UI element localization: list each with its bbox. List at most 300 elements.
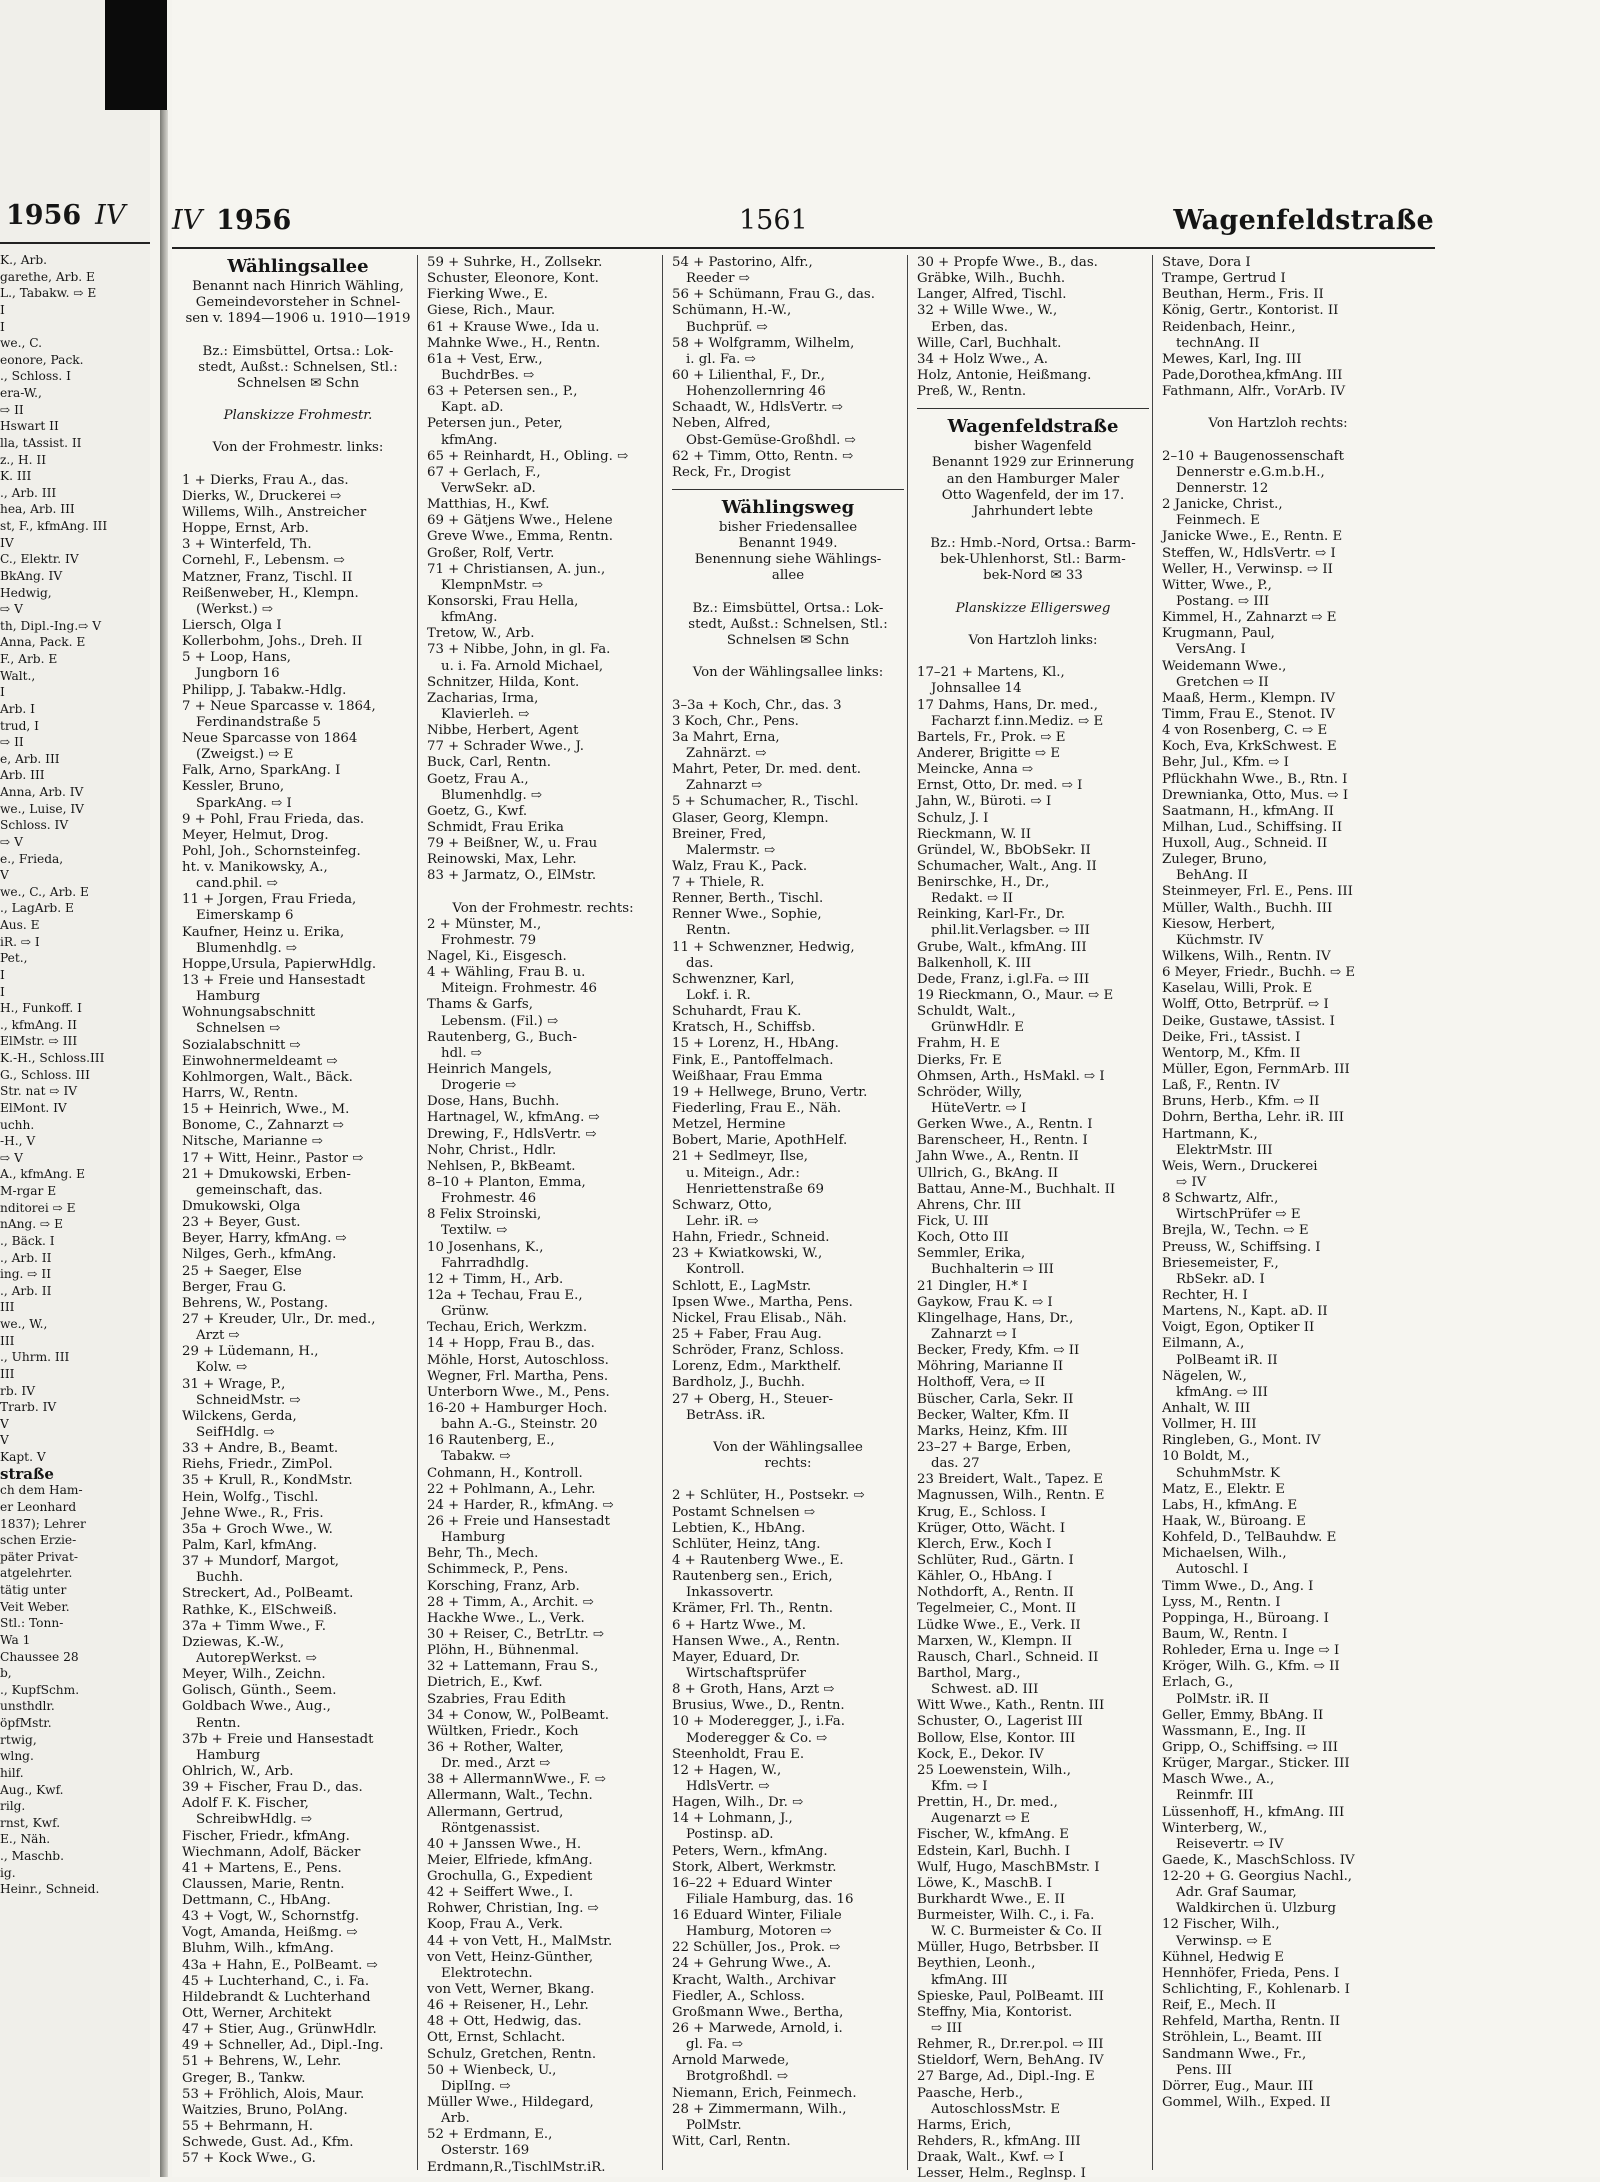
directory-entry: Hamburg: [441, 1530, 506, 1546]
directory-entry: Schuldt, Walt.,: [917, 1004, 1016, 1020]
street-note: rechts:: [764, 1456, 812, 1472]
street-note: Planskizze Frohmestr.: [223, 408, 373, 424]
directory-entry: Schwarz, Otto,: [672, 1197, 773, 1213]
directory-entry: Meier, Elfriede, kfmAng.: [427, 1852, 593, 1868]
section-rule: [917, 400, 1149, 409]
directory-entry: Palm, Karl, kfmAng.: [182, 1537, 318, 1553]
directory-entry: 16–22 + Eduard Winter: [672, 1875, 832, 1891]
directory-entry: Erlach, G.,: [1162, 1675, 1234, 1691]
directory-entry: Koop, Frau A., Verk.: [427, 1917, 564, 1933]
directory-entry: Lorenz, Edm., Markthelf.: [672, 1359, 842, 1375]
directory-entry: Hansen Wwe., A., Rentn.: [672, 1633, 841, 1649]
directory-entry: Redakt. ⇨ II: [931, 891, 1014, 907]
directory-entry: Szabries, Frau Edith: [427, 1691, 566, 1707]
directory-entry: Gaede, K., MaschSchloss. IV: [1162, 1852, 1355, 1868]
directory-entry: Weidemann Wwe.,: [1162, 658, 1287, 674]
street-note: Von der Wählingsallee: [713, 1439, 863, 1455]
column-divider: [1152, 255, 1153, 2170]
directory-entry: 15 + Lorenz, H., HbAng.: [672, 1036, 839, 1052]
directory-entry: Walz, Frau K., Pack.: [672, 858, 808, 874]
directory-entry: Rentn.: [686, 923, 731, 939]
directory-entry: Edstein, Karl, Buchh. I: [917, 1843, 1071, 1859]
directory-entry: Ringleben, G., Mont. IV: [1162, 1433, 1321, 1449]
previous-page-line: hilf.: [0, 1765, 24, 1780]
directory-entry: Fathmann, Alfr., VorArb. IV: [1162, 384, 1346, 400]
directory-entry: u. Miteign., Adr.:: [686, 1165, 800, 1181]
directory-entry: Mewes, Karl, Ing. III: [1162, 351, 1302, 367]
directory-entry: 34 + Holz Wwe., A.: [917, 351, 1049, 367]
directory-entry: 50 + Wienbeck, U.,: [427, 2062, 557, 2078]
directory-entry: Vollmer, H. III: [1162, 1417, 1257, 1433]
directory-entry: Labs, H., kfmAng. E: [1162, 1497, 1298, 1513]
directory-entry: 35 + Krull, R., KondMstr.: [182, 1473, 353, 1489]
previous-page-line: BkAng. IV: [0, 568, 63, 583]
directory-entry: Sozialabschnitt ⇨: [182, 1037, 301, 1053]
directory-entry: Dörrer, Eug., Maur. III: [1162, 2078, 1314, 2094]
previous-page-line: V: [0, 1433, 9, 1448]
directory-entry: 19 + Hellwege, Bruno, Vertr.: [672, 1084, 868, 1100]
directory-entry: Wassmann, E., Ing. II: [1162, 1723, 1306, 1739]
directory-entry: 3a Mahrt, Erna,: [672, 729, 780, 745]
directory-entry: Hagen, Wilh., Dr. ⇨: [672, 1795, 804, 1811]
directory-entry: Poppinga, H., Büroang. I: [1162, 1610, 1329, 1626]
directory-entry: Burkhardt Wwe., E. II: [917, 1891, 1065, 1907]
directory-entry: 42 + Seiffert Wwe., I.: [427, 1885, 574, 1901]
street-note: Schnelsen ✉ Schn: [236, 375, 360, 391]
directory-entry: Laß, F., Rentn. IV: [1162, 1078, 1280, 1094]
street-note: Gemeindevorsteher in Schnel-: [195, 295, 401, 311]
directory-entry: 9 + Pohl, Frau Frieda, das.: [182, 811, 365, 827]
directory-entry: Unterborn Wwe., M., Pens.: [427, 1384, 610, 1400]
directory-entry: Filiale Hamburg, das. 16: [686, 1891, 854, 1907]
directory-entry: Harrs, W., Rentn.: [182, 1086, 299, 1102]
header-volume-year: [172, 205, 291, 236]
directory-entry: Witter, Wwe., P.,: [1162, 577, 1272, 593]
directory-entry: Steffny, Mia, Kontorist.: [917, 2004, 1073, 2020]
directory-entry: 22 Schüller, Jos., Prok. ⇨: [672, 1940, 841, 1956]
directory-entry: Maaß, Herm., Klempn. IV: [1162, 690, 1335, 706]
previous-page-line: tätig unter: [0, 1583, 67, 1597]
directory-entry: Tabakw. ⇨: [441, 1449, 511, 1465]
directory-entry: Koch, Otto III: [917, 1230, 1009, 1246]
previous-page-line: ing. ⇨ II: [0, 1267, 52, 1282]
directory-entry: Schnelsen ⇨: [196, 1021, 281, 1037]
previous-page-line: ⇨ V: [0, 834, 23, 849]
directory-entry: 12-20 + G. Georgius Nachl.,: [1162, 1869, 1353, 1885]
directory-entry: 77 + Schrader Wwe., J.: [427, 739, 585, 755]
blank-line: [672, 1424, 904, 1440]
directory-entry: Brejla, W., Techn. ⇨ E: [1162, 1223, 1309, 1239]
directory-entry: Kähler, O., HbAng. I: [917, 1569, 1053, 1585]
previous-page-line: Heinr., Schneid.: [0, 1882, 100, 1897]
directory-entry: Augenarzt ⇨ E: [931, 1811, 1031, 1827]
directory-entry: Langer, Alfred, Tischl.: [917, 287, 1067, 303]
directory-entry: Inkassovertr.: [686, 1585, 774, 1601]
directory-entry: Wegner, Frl. Martha, Pens.: [427, 1368, 609, 1384]
directory-entry: Hamburg: [196, 1747, 261, 1763]
street-title: Wagenfeldstraße: [1173, 205, 1434, 236]
directory-entry: 8–10 + Planton, Emma,: [427, 1175, 586, 1191]
directory-entry: DiplIng. ⇨: [441, 2078, 511, 2094]
previous-page-line: Pet.,: [0, 951, 28, 966]
directory-entry: Wulf, Hugo, MaschBMstr. I: [917, 1859, 1100, 1875]
directory-entry: Becker, Fredy, Kfm. ⇨ II: [917, 1343, 1080, 1359]
directory-entry: Golisch, Günth., Seem.: [182, 1683, 337, 1699]
previous-page-line: Kapt. V: [0, 1450, 46, 1464]
directory-entry: 83 + Jarmatz, O., ElMstr.: [427, 868, 597, 884]
directory-entry: 25 Loewenstein, Wilh.,: [917, 1762, 1071, 1778]
directory-entry: Riehs, Friedr., ZimPol.: [182, 1457, 333, 1473]
directory-entry: Pade,Dorothea,kfmAng. III: [1162, 367, 1343, 383]
directory-entry: Arzt ⇨: [196, 1328, 240, 1344]
directory-entry: 2 + Schlüter, H., Postsekr. ⇨: [672, 1488, 865, 1504]
directory-entry: 49 + Schneller, Ad., Dipl.-Ing.: [182, 2038, 384, 2054]
directory-entry: SparkAng. ⇨ I: [196, 795, 292, 811]
directory-entry: Wohnungsabschnitt: [182, 1005, 316, 1021]
directory-entry: Greve Wwe., Emma, Rentn.: [427, 529, 613, 545]
previous-page-line: straße: [0, 1464, 54, 1483]
directory-entry: Hackhe Wwe., L., Verk.: [427, 1610, 585, 1626]
directory-entry: Schwede, Gust. Ad., Kfm.: [182, 2135, 354, 2151]
directory-entry: Behr, Jul., Kfm. ⇨ I: [1162, 755, 1289, 771]
directory-entry: 54 + Pastorino, Alfr.,: [672, 255, 813, 270]
directory-entry: Arb.: [441, 2111, 470, 2127]
directory-entry: Dierks, Fr. E: [917, 1052, 1002, 1068]
directory-entry: 37b + Freie und Hansestadt: [182, 1731, 374, 1747]
directory-entry: Autoschl. I: [1176, 1562, 1249, 1578]
directory-entry: Reinking, Karl-Fr., Dr.: [917, 907, 1066, 923]
directory-entry: Ipsen Wwe., Martha, Pens.: [672, 1294, 853, 1310]
directory-entry: Dennerstr e.G.m.b.H.,: [1176, 464, 1325, 480]
directory-entry: Jungborn 16: [196, 666, 280, 682]
directory-entry: Grube, Walt., kfmAng. III: [917, 939, 1087, 955]
previous-page-line: ., Arb. II: [0, 1283, 52, 1298]
directory-entry: 63 + Petersen sen., P.,: [427, 384, 578, 400]
directory-entry: Müller, Walth., Buchh. III: [1162, 900, 1333, 916]
directory-entry: Zahnarzt ⇨: [686, 778, 763, 794]
directory-entry: Hein, Wolfg., Tischl.: [182, 1489, 319, 1505]
directory-entry: 59 + Suhrke, H., Zollsekr.: [427, 255, 603, 270]
directory-entry: 25 + Faber, Frau Aug.: [672, 1327, 822, 1342]
header-rule: [172, 247, 1435, 249]
street-note: Benennung siehe Wählings-: [694, 552, 882, 568]
directory-entry: Blumenhdlg. ⇨: [196, 940, 298, 956]
directory-entry: 3 + Winterfeld, Th.: [182, 537, 312, 553]
header-year: 1956: [216, 205, 292, 236]
previous-page-line: Anna, Pack. E: [0, 635, 86, 650]
directory-entry: i. gl. Fa. ⇨: [686, 351, 756, 367]
directory-entry: Kiesow, Herbert,: [1162, 916, 1276, 932]
directory-entry: Pens. III: [1176, 2062, 1232, 2078]
directory-entry: Glaser, Georg, Klempn.: [672, 810, 829, 826]
street-note: Bz.: Hmb.-Nord, Ortsa.: Barm-: [930, 536, 1136, 552]
directory-entry: Renner Wwe., Sophie,: [672, 907, 822, 923]
directory-entry: Schuhardt, Frau K.: [672, 1004, 802, 1020]
directory-entry: Winterberg, W.,: [1162, 1820, 1268, 1836]
directory-entry: Dettmann, C., HbAng.: [182, 1893, 331, 1909]
previous-page-line: ., LagArb. E: [0, 901, 74, 916]
previous-page-line: Arb. III: [0, 768, 45, 783]
directory-entry: Lesser, Helm., Reglnsp. I: [917, 2166, 1086, 2182]
directory-entry: Schaadt, W., HdlsVertr. ⇨: [672, 400, 843, 416]
directory-entry: 11 + Jorgen, Frau Frieda,: [182, 892, 357, 908]
previous-page-line: G., Schloss. III: [0, 1067, 90, 1082]
directory-entry: Buck, Carl, Rentn.: [427, 755, 552, 771]
directory-entry: 22 + Pohlmann, A., Lehr.: [427, 1481, 596, 1497]
previous-page-line: ., KupfSchm.: [0, 1682, 80, 1697]
directory-entry: Streckert, Ad., PolBeamt.: [182, 1586, 354, 1602]
directory-entry: Postinsp. aD.: [686, 1827, 774, 1843]
previous-page-line: schen Erzie-: [0, 1533, 77, 1548]
directory-entry: Mahnke Wwe., H., Rentn.: [427, 335, 601, 351]
directory-entry: Krugmann, Paul,: [1162, 626, 1275, 642]
directory-entry: Dziewas, K.-W.,: [182, 1634, 285, 1650]
directory-entry: Reisevertr. ⇨ IV: [1176, 1836, 1284, 1852]
directory-entry: Ströhlein, L., Beamt. III: [1162, 2030, 1323, 2046]
directory-entry: Voigt, Egon, Optiker II: [1162, 1320, 1315, 1336]
directory-entry: Falk, Arno, SparkAng. I: [182, 763, 341, 779]
directory-entry: Berger, Frau G.: [182, 1279, 287, 1295]
directory-entry: Nitsche, Marianne ⇨: [182, 1134, 323, 1150]
directory-entry: Nohr, Christ., Hdlr.: [427, 1142, 557, 1158]
directory-entry: Mayer, Eduard, Dr.: [672, 1649, 801, 1665]
directory-entry: von Vett, Heinz-Günther,: [427, 1949, 594, 1965]
directory-entry: Nilges, Gerh., kfmAng.: [182, 1247, 337, 1263]
directory-entry: Becker, Walter, Kfm. II: [917, 1407, 1070, 1423]
directory-entry: Ferdinandstraße 5: [196, 714, 321, 730]
directory-entry: 48 + Ott, Hedwig, das.: [427, 2014, 582, 2030]
directory-entry: SchuhmMstr. K: [1176, 1465, 1280, 1481]
directory-entry: Tegelmeier, C., Mont. II: [917, 1601, 1077, 1617]
directory-entry: Reidenbach, Heinr.,: [1162, 319, 1296, 335]
directory-entry: 30 + Propfe Wwe., B., das.: [917, 255, 1098, 270]
previous-page-line: Chaussee 28: [0, 1649, 79, 1664]
directory-entry: Rautenberg, G., Buch-: [427, 1029, 577, 1045]
previous-page-line: ., Arb. III: [0, 485, 57, 500]
directory-entry: Goldbach Wwe., Aug.,: [182, 1699, 331, 1715]
section-rule: [672, 481, 904, 490]
directory-entry: Buchprüf. ⇨: [686, 319, 768, 335]
directory-entry: Cohmann, H., Kontroll.: [427, 1465, 583, 1481]
directory-entry: Fick, U. III: [917, 1214, 989, 1230]
previous-page-line: we., C., Arb. E: [0, 884, 89, 899]
directory-entry: Zacharias, Irma,: [427, 690, 539, 706]
directory-entry: Dr. med., Arzt ⇨: [441, 1756, 551, 1772]
directory-entry: Rohwer, Christian, Ing. ⇨: [427, 1901, 599, 1917]
directory-entry: Weller, H., Verwinsp. ⇨ II: [1162, 561, 1333, 577]
directory-entry: Allermann, Walt., Techn.: [427, 1788, 593, 1804]
directory-entry: das.: [686, 955, 714, 971]
directory-entry: Verwinsp. ⇨ E: [1176, 1933, 1272, 1949]
directory-entry: Gretchen ⇨ II: [1176, 674, 1269, 690]
directory-entry: Rechter, H. I: [1162, 1288, 1248, 1303]
directory-entry: Schümann, H.-W.,: [672, 303, 792, 319]
previous-page-line: e, Arb. III: [0, 751, 60, 766]
directory-entry: RbSekr. aD. I: [1176, 1271, 1265, 1287]
directory-entry: 16 Rautenberg, E.,: [427, 1433, 555, 1449]
directory-entry: 33 + Andre, B., Beamt.: [182, 1441, 339, 1457]
previous-page-line: rilg.: [0, 1799, 26, 1814]
directory-entry: Hartnagel, W., kfmAng. ⇨: [427, 1110, 600, 1126]
directory-entry: 58 + Wolfgramm, Wilhelm,: [672, 335, 855, 351]
directory-entry: 43a + Hahn, E., PolBeamt. ⇨: [182, 1957, 378, 1973]
directory-entry: Plöhn, H., Bühnenmal.: [427, 1643, 579, 1659]
directory-entry: 1 + Dierks, Frau A., das.: [182, 472, 349, 488]
directory-entry: Drewing, F., HdlsVertr. ⇨: [427, 1126, 597, 1142]
directory-entry: Schwenzner, Karl,: [672, 971, 795, 987]
directory-entry: Wültken, Friedr., Koch: [427, 1723, 579, 1739]
directory-entry: 23 + Kwiatkowski, W.,: [672, 1246, 823, 1262]
previous-page-line: Anna, Arb. IV: [0, 785, 84, 799]
previous-page-line: A., kfmAng. E: [0, 1167, 85, 1182]
directory-entry: Konsorski, Frau Hella,: [427, 593, 579, 609]
directory-entry: Lebensm. (Fil.) ⇨: [441, 1013, 559, 1029]
directory-entry: Obst-Gemüse-Großhdl. ⇨: [686, 432, 856, 448]
directory-entry: Allermann, Gertrud,: [427, 1804, 564, 1820]
directory-entry: Pohl, Joh., Schornsteinfeg.: [182, 843, 361, 859]
directory-entry: Draak, Walt., Kwf. ⇨ I: [917, 2150, 1064, 2166]
directory-entry: Gommel, Wilh., Exped. II: [1162, 2095, 1331, 2111]
directory-entry: 56 + Schümann, Frau G., das.: [672, 287, 875, 303]
directory-entry: 13 + Freie und Hansestadt: [182, 973, 365, 989]
directory-page: [172, 0, 1600, 2182]
directory-entry: Nägelen, W.,: [1162, 1368, 1247, 1384]
directory-entry: König, Gertr., Kontorist. II: [1162, 303, 1339, 319]
street-note: Benannt 1949.: [738, 536, 838, 552]
previous-page-line: ElMstr. ⇨ III: [0, 1034, 78, 1049]
directory-entry: Fierking Wwe., E.: [427, 287, 548, 303]
directory-entry: 23 Breidert, Walt., Tapez. E: [917, 1472, 1103, 1488]
previous-page-line: unsthdlr.: [0, 1699, 55, 1714]
previous-page-line: K. III: [0, 469, 32, 484]
directory-entry: Bollow, Else, Kontor. III: [917, 1730, 1076, 1746]
directory-entry: 34 + Conow, W., PolBeamt.: [427, 1707, 609, 1723]
directory-entry: Metzel, Hermine: [672, 1117, 786, 1133]
directory-entry: Henriettenstraße 69: [686, 1181, 824, 1197]
directory-entry: Arnold Marwede,: [672, 2053, 790, 2069]
directory-entry: Kaselau, Willi, Prok. E: [1162, 981, 1313, 997]
directory-entry: Prettin, H., Dr. med.,: [917, 1795, 1058, 1811]
directory-entry: Marks, Heinz, Kfm. III: [917, 1423, 1068, 1439]
page-header: [172, 205, 1434, 245]
street-note: Von der Wählingsallee links:: [692, 665, 884, 681]
directory-entry: Frahm, H. E: [917, 1036, 1000, 1052]
previous-page-line: IV: [0, 535, 14, 550]
directory-entry: 53 + Fröhlich, Alois, Maur.: [182, 2086, 365, 2102]
directory-entry: Postamt Schnelsen ⇨: [672, 1504, 816, 1520]
directory-entry: Anderer, Brigitte ⇨ E: [917, 745, 1061, 761]
directory-entry: Krüger, Otto, Wächt. I: [917, 1520, 1066, 1536]
directory-entry: ElektrMstr. III: [1176, 1142, 1273, 1158]
previous-page-line: we., C.: [0, 336, 43, 351]
street-note: Bz.: Eimsbüttel, Ortsa.: Lok-: [202, 343, 394, 359]
directory-entry: Holthoff, Vera, ⇨ II: [917, 1375, 1046, 1391]
directory-entry: Preuss, W., Schiffsing. I: [1162, 1239, 1321, 1255]
directory-entry: Steinmeyer, Frl. E., Pens. III: [1162, 884, 1353, 900]
directory-entry: Kaufner, Heinz u. Erika,: [182, 924, 345, 940]
directory-entry: HüteVertr. ⇨ I: [931, 1101, 1027, 1117]
directory-entry: Hildebrandt & Luchterhand: [182, 1989, 371, 2005]
blank-line: [182, 424, 414, 440]
previous-page-header: [6, 200, 125, 231]
directory-entry: Nagel, Ki., Eisgesch.: [427, 949, 567, 965]
directory-entry: Adr. Graf Saumar,: [1176, 1885, 1297, 1901]
street-note: an den Hamburger Maler: [946, 471, 1120, 487]
directory-entry: 52 + Erdmann, E.,: [427, 2127, 553, 2143]
directory-entry: Matz, E., Elektr. E: [1162, 1481, 1286, 1497]
previous-page-line: Schloss. IV: [0, 818, 69, 833]
directory-entry: Mahrt, Peter, Dr. med. dent.: [672, 762, 862, 778]
directory-entry: Feinmech. E: [1176, 513, 1260, 529]
directory-entry: BuchdrBes. ⇨: [441, 367, 535, 383]
directory-entry: Rehders, R., kfmAng. III: [917, 2134, 1081, 2150]
blank-line: [182, 392, 414, 408]
directory-entry: Kolw. ⇨: [196, 1360, 248, 1376]
street-note: Planskizze Elligersweg: [955, 600, 1111, 616]
directory-entry: Schwest. aD. III: [931, 1682, 1039, 1698]
directory-entry: Dede, Franz, i.gl.Fa. ⇨ III: [917, 971, 1090, 987]
directory-entry: Weißhaar, Frau Emma: [672, 1068, 823, 1084]
directory-entry: Stork, Albert, Werkmstr.: [672, 1859, 837, 1875]
directory-entry: Rautenberg sen., Erich,: [672, 1569, 833, 1585]
previous-page-line: H., Funkoff. I: [0, 1001, 82, 1016]
previous-page-line: I: [0, 967, 5, 982]
directory-entry: Reck, Fr., Drogist: [672, 464, 791, 480]
directory-entry: Michaelsen, Wilh.,: [1162, 1546, 1287, 1562]
directory-entry: Röntgenassist.: [441, 1820, 541, 1836]
directory-entry: technAng. II: [1176, 335, 1260, 351]
directory-entry: 26 + Freie und Hansestadt: [427, 1513, 610, 1529]
directory-entry: Korsching, Franz, Arb.: [427, 1578, 580, 1594]
previous-page-line: III: [0, 1366, 15, 1381]
directory-entry: Zahnarzt ⇨ I: [931, 1327, 1017, 1342]
directory-entry: Haak, W., Büroang. E: [1162, 1513, 1306, 1529]
previous-page-line: z., H. II: [0, 452, 47, 467]
street-heading: Wagenfeldstraße: [947, 416, 1119, 438]
directory-entry: Deike, Fri., tAssist. I: [1162, 1029, 1301, 1045]
directory-entry: Schuster, Eleonore, Kont.: [427, 271, 599, 287]
blank-line: [917, 649, 1149, 665]
directory-entry: hdl. ⇨: [441, 1045, 482, 1061]
directory-entry: KlempnMstr. ⇨: [441, 577, 544, 593]
blank-line: [427, 884, 659, 900]
directory-entry: Ahrens, Chr. III: [917, 1197, 1022, 1213]
directory-entry: Löwe, K., MaschB. I: [917, 1875, 1053, 1891]
directory-entry: Matthias, H., Kwf.: [427, 497, 550, 513]
directory-entry: 24 + Gehrung Wwe., A.: [672, 1956, 832, 1972]
directory-entry: 60 + Lilienthal, F., Dr.,: [672, 367, 825, 383]
directory-entry: Zuleger, Bruno,: [1162, 852, 1268, 868]
previous-page-line: Hedwig,: [0, 585, 52, 600]
directory-entry: Jahn Wwe., A., Rentn. II: [917, 1149, 1079, 1165]
directory-entry: Textilw. ⇨: [441, 1223, 508, 1239]
directory-entry: Kohlmorgen, Walt., Bäck.: [182, 1069, 353, 1085]
directory-entry: 27 + Kreuder, Ulr., Dr. med.,: [182, 1312, 376, 1327]
directory-entry: Behrens, W., Postang.: [182, 1295, 329, 1311]
directory-entry: Renner, Berth., Tischl.: [672, 891, 824, 907]
previous-page-line: we., Luise, IV: [0, 801, 84, 816]
directory-entry: Klingelhage, Hans, Dr.,: [917, 1310, 1074, 1326]
directory-entry: 69 + Gätjens Wwe., Helene: [427, 513, 613, 529]
directory-entry: Schulz, J. I: [917, 810, 989, 826]
directory-entry: Timm, Frau E., Stenot. IV: [1162, 706, 1336, 722]
directory-entry: Adolf F. K. Fischer,: [182, 1796, 309, 1812]
directory-entry: Eimerskamp 6: [196, 908, 294, 924]
street-note: Otto Wagenfeld, der im 17.: [941, 487, 1125, 503]
directory-entry: Steenholdt, Frau E.: [672, 1746, 805, 1762]
directory-entry: Hoppe, Ernst, Arb.: [182, 521, 309, 537]
directory-entry: GrünwHdlr. E: [931, 1020, 1024, 1036]
